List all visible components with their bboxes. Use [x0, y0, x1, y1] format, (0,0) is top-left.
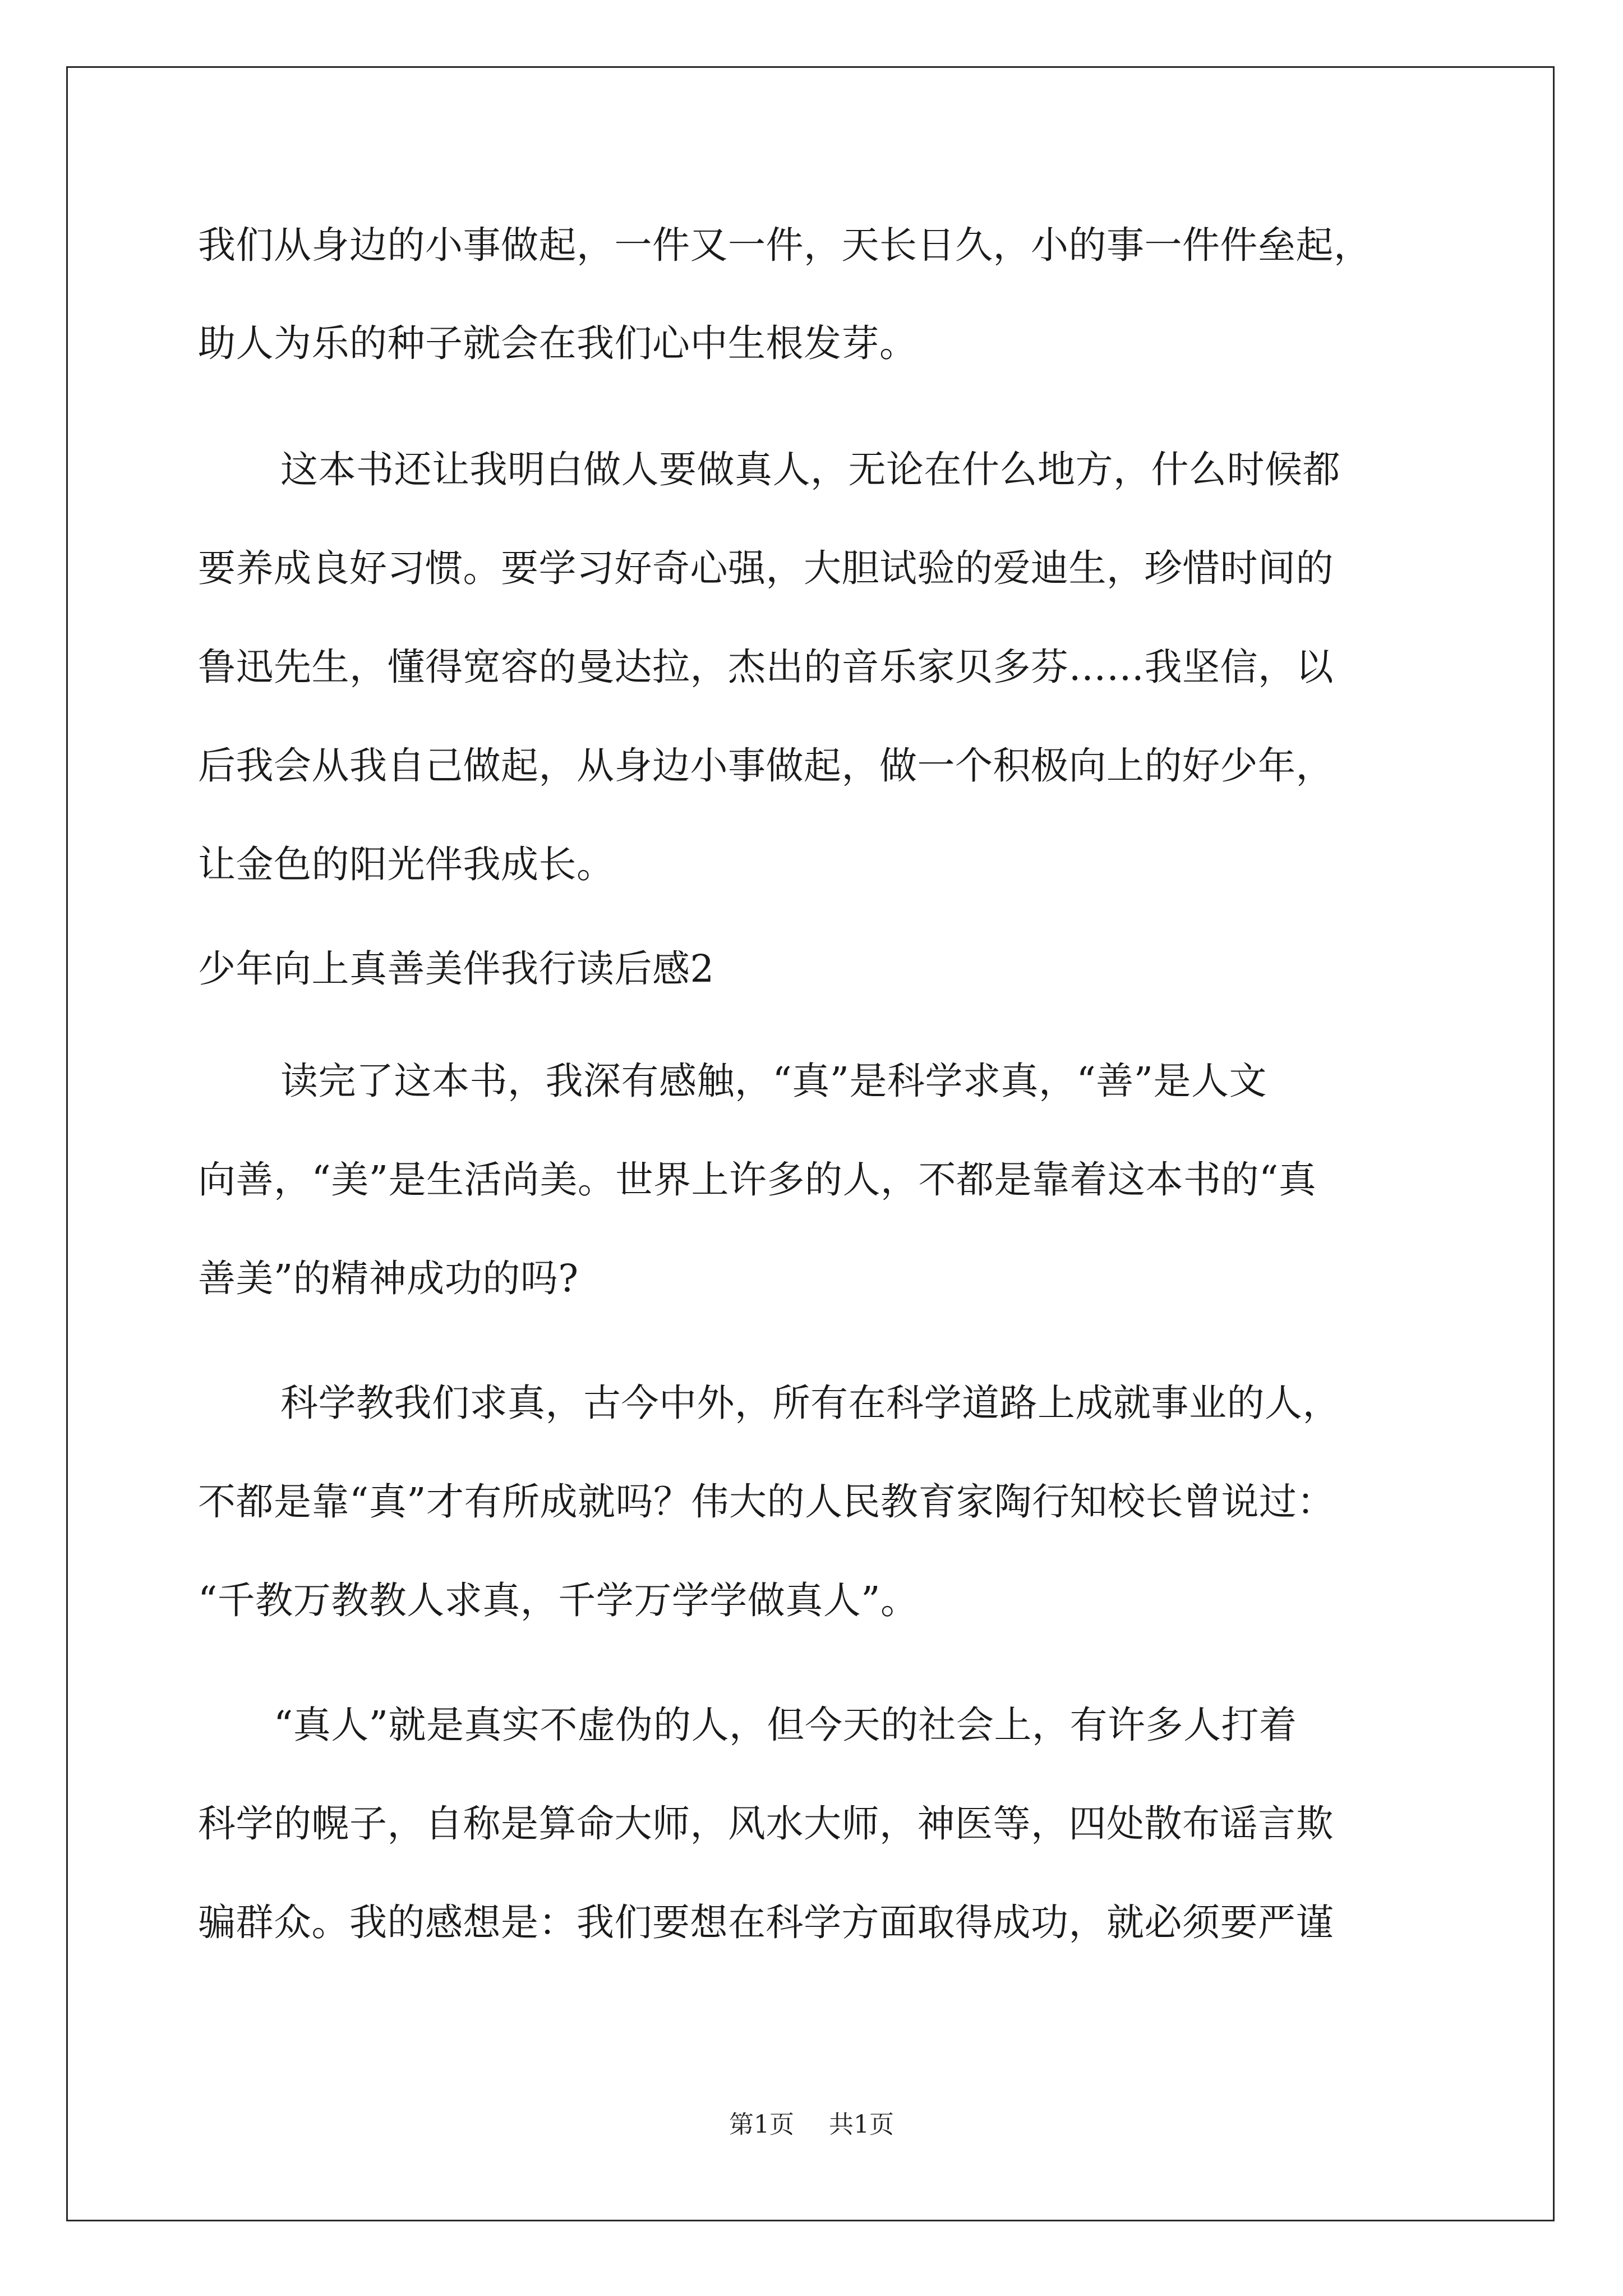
paragraph-line: 科学教我们求真，古今中外，所有在科学道路上成就事业的人，	[280, 1381, 1340, 1425]
section-heading: 少年向上真善美伴我行读后感2	[198, 947, 714, 991]
paragraph-line: 鲁迅先生，懂得宽容的曼达拉，杰出的音乐家贝多芬……我坚信，以	[198, 645, 1334, 689]
paragraph-line: 科学的幌子，自称是算命大师，风水大师，神医等，四处散布谣言欺	[198, 1802, 1334, 1846]
paragraph-line: 让金色的阳光伴我成长。	[198, 843, 615, 886]
page-number-current: 第1页	[729, 2110, 794, 2139]
paragraph-line: 我们从身边的小事做起，一件又一件，天长日久，小的事一件件垒起，	[198, 223, 1372, 267]
paragraph-line: “真人”就是真实不虚伪的人，但今天的社会上，有许多人打着	[274, 1703, 1297, 1747]
paragraph-line: 这本书还让我明白做人要做真人，无论在什么地方，什么时候都	[280, 448, 1340, 491]
page-number-total: 共1页	[829, 2110, 894, 2139]
paragraph-line: 读完了这本书，我深有感触，“真”是科学求真，“善”是人文	[280, 1059, 1267, 1103]
paragraph-line: 善美”的精神成功的吗?	[198, 1257, 579, 1300]
paragraph-line: 要养成良好习惯。要学习好奇心强，大胆试验的爱迪生，珍惜时间的	[198, 546, 1334, 590]
paragraph-line: 后我会从我自己做起，从身边小事做起，做一个积极向上的好少年，	[198, 744, 1334, 788]
page-footer	[0, 2108, 1623, 2142]
paragraph-line: 助人为乐的种子就会在我们心中生根发芽。	[198, 321, 917, 365]
paragraph-line: 不都是靠“真”才有所成就吗？伟大的人民教育家陶行知校长曾说过：	[198, 1480, 1335, 1524]
paragraph-line: “千教万教教人求真，千学万学学做真人”。	[198, 1579, 919, 1622]
paragraph-line: 向善，“美”是生活尚美。世界上许多的人，不都是靠着这本书的“真	[198, 1158, 1317, 1202]
paragraph-line: 骗群众。我的感想是：我们要想在科学方面取得成功，就必须要严谨	[198, 1901, 1334, 1944]
